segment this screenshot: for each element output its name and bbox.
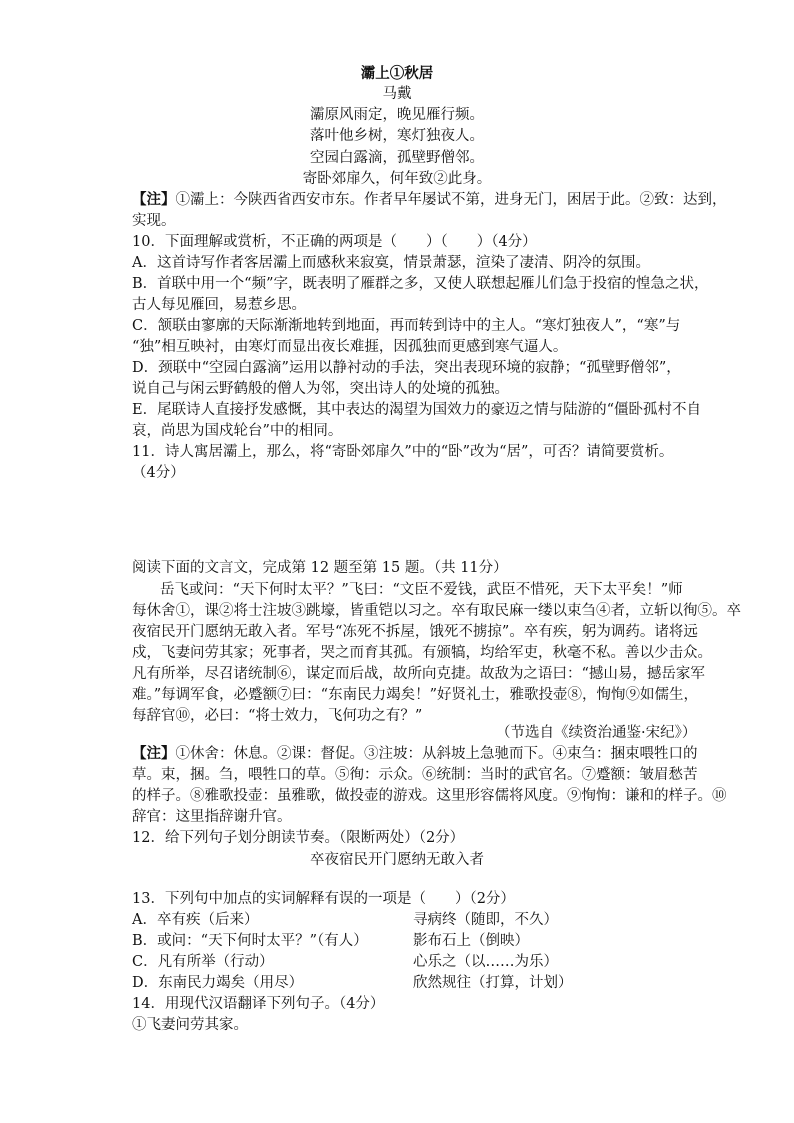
passage-line: 每休舍①，课②将士注坡③跳壕，皆重铠以习之。卒有取民麻一缕以束刍④者，立斩以徇⑤。卒 <box>132 603 741 619</box>
poem-line: 寄卧郊扉久，何年致②此身。 <box>302 171 492 187</box>
option-left: D．东南民力竭矣（用尽） <box>132 975 304 991</box>
option-line: 说自己与闲云野鹤般的僧人为邻，突出诗人的处境的孤独。 <box>132 381 509 397</box>
passage-line: 难。”每调军食，必蹙额⑦曰：“东南民力竭矣！”好贤礼士，雅歌投壶⑧，恂恂⑨如儒生， <box>132 687 698 703</box>
option-line: “独”相互映衬，由寒灯而显出夜长难捱，因孤独而更感到寒气逼人。 <box>132 339 568 355</box>
passage-line: 每辞官⑩，必曰：“将士效力，飞何功之有？” <box>132 708 423 724</box>
option-line: 哀，尚思为国戍轮台”中的相同。 <box>132 423 343 439</box>
poem-line: 空园白露滴，孤壁野僧邻。 <box>310 150 484 166</box>
poem-note-continued: 实现。 <box>132 213 176 229</box>
option-right: 寻病终（随即，不久） <box>413 912 558 928</box>
poem-note <box>132 188 727 209</box>
question-11-stem: 11．诗人寓居灞上，那么，将“寄卧郊扉久”中的“卧”改为“居”，可否？请简要赏析。 <box>132 444 674 460</box>
question-12-sentence: 卒夜宿民开门愿纳无敢入者 <box>310 852 484 868</box>
passage-note-continued: 的样子。⑧雅歌投壶：虽雅歌，做投壶的游戏。这里形容儒将风度。⑨恂恂：谦和的样子。⑩ <box>132 788 727 804</box>
question-14-item: ①飞妻问劳其家。 <box>132 1017 248 1033</box>
option-line: 古人每见雁回，易惹乡思。 <box>132 297 306 313</box>
note-text: ①灞上：今陕西省西安市东。作者早年屡试不第，进身无门，困居于此。②致：达到， <box>175 192 727 208</box>
option-line: C．颔联由寥廓的天际渐渐地转到地面，再而转到诗中的主人。“寒灯独夜人”，“寒”与 <box>132 318 681 334</box>
question-11-points: （4分） <box>132 465 185 481</box>
question-13-stem: 13．下列句中加点的实词解释有误的一项是（ ）（2分） <box>132 891 515 907</box>
note-tag: 【注】 <box>132 745 176 762</box>
question-12-stem: 12．给下列句子划分朗读节奏。（限断两处）（2分） <box>132 830 465 846</box>
question-14-stem: 14．用现代汉语翻译下列句子。（4分） <box>132 996 385 1012</box>
passage-intro: 阅读下面的文言文，完成第 12 题至第 15 题。（共 11分） <box>132 560 508 576</box>
note-tag: 【注】 <box>132 191 176 208</box>
passage-line: 凡有所举，尽召诸统制⑥，谋定而后战，故所向克捷。故敌为之语曰：“撼山易，撼岳家军 <box>132 666 705 682</box>
poem-author: 马戴 <box>382 86 412 102</box>
question-10-stem: 10．下面理解或赏析，不正确的两项是（ ）（ ）（4分） <box>132 234 537 250</box>
note-text: ①休舍：休息。②课：督促。③注坡：从斜坡上急驰而下。④束刍：捆束喂牲口的 <box>175 746 698 762</box>
passage-note-continued: 辞官：这里指辞谢升官。 <box>132 809 292 825</box>
option-line: A．这首诗写作者客居灞上而感秋来寂寞，情景萧瑟，渲染了凄清、阴冷的氛围。 <box>132 255 650 271</box>
option-left: A．卒有疾（后来） <box>132 912 259 928</box>
poem-line: 落叶他乡树，寒灯独夜人。 <box>310 128 484 144</box>
option-right: 影布石上（倒映） <box>413 933 529 949</box>
option-left: C．凡有所举（行动） <box>132 954 274 970</box>
passage-line: 戍，飞妻问劳其家；死事者，哭之而育其孤。有颁犒，均给军吏，秋毫不私。善以少击众。 <box>132 645 712 661</box>
poem-line: 灞原风雨定，晚见雁行频。 <box>310 107 484 123</box>
passage-source: （节选自《续资治通鉴·宋纪》） <box>496 725 697 741</box>
passage-line: 岳飞或问：“天下何时太平？”飞曰：“文臣不爱钱，武臣不惜死，天下太平矣！”师 <box>160 582 683 598</box>
passage-note-continued: 草。束，捆。刍，喂牲口的草。⑤徇：示众。⑥统制：当时的武官名。⑦蹙额：皱眉愁苦 <box>132 767 698 783</box>
option-right: 欣然规往（打算，计划） <box>413 975 573 991</box>
option-line: B．首联中用一个“频”字，既表明了雁群之多，又使人联想起雁儿们急于投宿的惶急之状， <box>132 276 709 292</box>
option-left: B．或问：“天下何时太平？”（有人） <box>132 933 368 949</box>
passage-line: 夜宿民开门愿纳无敢入者。军号“冻死不拆屋，饿死不掳掠”。卒有疾，躬为调药。诸将远 <box>132 624 698 640</box>
poem-title: 灞上①秋居 <box>360 65 434 82</box>
option-right: 心乐之（以……为乐） <box>413 954 558 970</box>
option-line: E．尾联诗人直接抒发感慨，其中表达的渴望为国效力的豪迈之情与陆游的“僵卧孤村不自 <box>132 402 701 418</box>
passage-note <box>132 742 698 763</box>
option-line: D．颈联中“空园白露滴”运用以静衬动的手法，突出表现环境的寂静；“孤壁野僧邻”， <box>132 360 681 376</box>
